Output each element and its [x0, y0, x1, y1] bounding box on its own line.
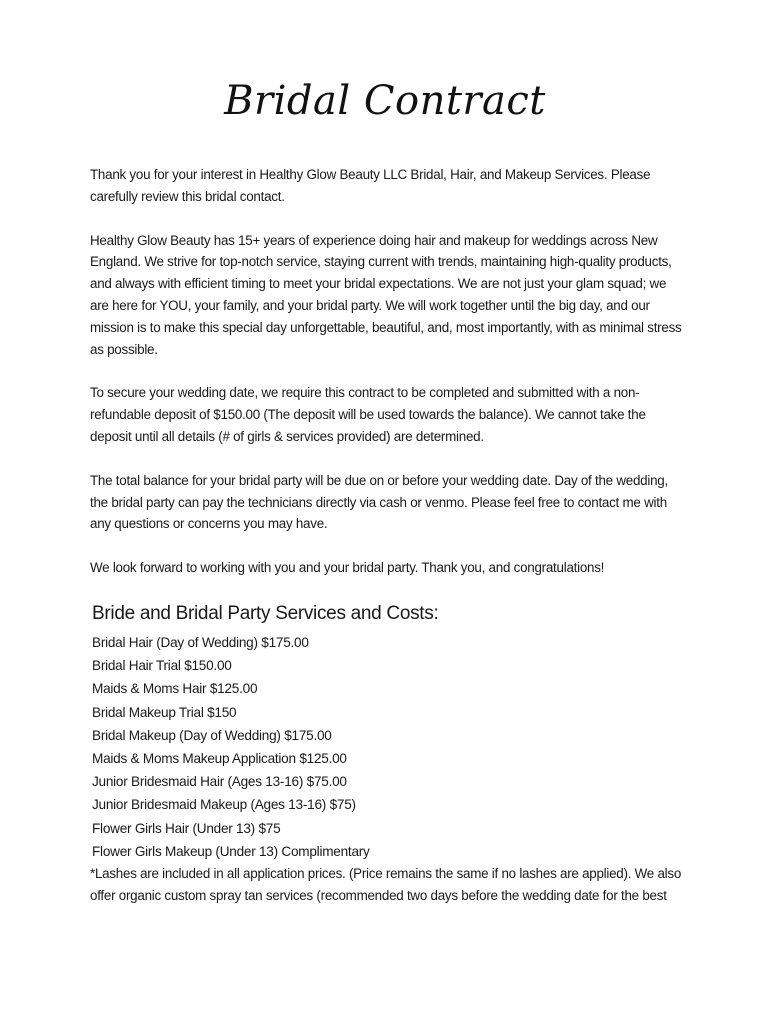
service-item: Bridal Hair (Day of Wedding) $175.00	[92, 634, 309, 650]
deposit-paragraph: To secure your wedding date, we require this contract to be completed and submitted with a non-refundable deposit of $150.00 (The deposit will be used towards the balance). We cannot take the deposit until all details (# of girls & services provided) are determined.	[90, 385, 646, 444]
closing-paragraph: We look forward to working with you and your bridal party. Thank you, and congratulations!	[90, 560, 605, 576]
service-item: Maids & Moms Hair $125.00	[92, 681, 258, 697]
document-body	[90, 164, 688, 907]
intro-paragraph: Thank you for your interest in Healthy Glow Beauty LLC Bridal, Hair, and Makeup Services. Please carefully review this bridal contact.	[90, 167, 651, 204]
service-item: Bridal Hair Trial $150.00	[92, 658, 232, 674]
service-item: Maids & Moms Makeup Application $125.00	[92, 750, 347, 766]
service-item: Flower Girls Makeup (Under 13) Complimentary	[92, 843, 370, 859]
service-item: Bridal Makeup (Day of Wedding) $175.00	[92, 727, 332, 743]
document-title: Bridal Contract	[224, 78, 546, 124]
service-item: Junior Bridesmaid Hair (Ages 13-16) $75.00	[92, 774, 347, 790]
service-item: Bridal Makeup Trial $150	[92, 704, 237, 720]
lashes-note: *Lashes are included in all application prices. (Price remains the same if no lashes are applied). We also offer organic custom spray tan services (recommended two days before the wedding date for the best	[90, 865, 682, 903]
balance-paragraph: The total balance for your bridal party will be due on or before your wedding date. Day of the wedding, the bridal party can pay the technicians directly via cash or venmo. Please feel free to contact me with any questions or concerns you may have.	[90, 472, 668, 532]
service-item: Flower Girls Hair (Under 13) $75	[92, 820, 281, 836]
services-heading: Bride and Bridal Party Services and Costs:	[92, 602, 439, 624]
service-item: Junior Bridesmaid Makeup (Ages 13-16) $75)	[92, 797, 356, 813]
experience-paragraph: Healthy Glow Beauty has 15+ years of experience doing hair and makeup for weddings across New England. We strive for top-notch service, staying current with trends, maintaining high-quality products, and always with efficient timing to meet your bridal expectations. We are not just your glam squad; we are here for YOU, your family, and your bridal party. We will work together until the big day, and our mission is to make this special day unforgettable, beautiful, and, most importantly, with as minimal stress as possible.	[90, 232, 682, 357]
services-list	[90, 631, 688, 863]
